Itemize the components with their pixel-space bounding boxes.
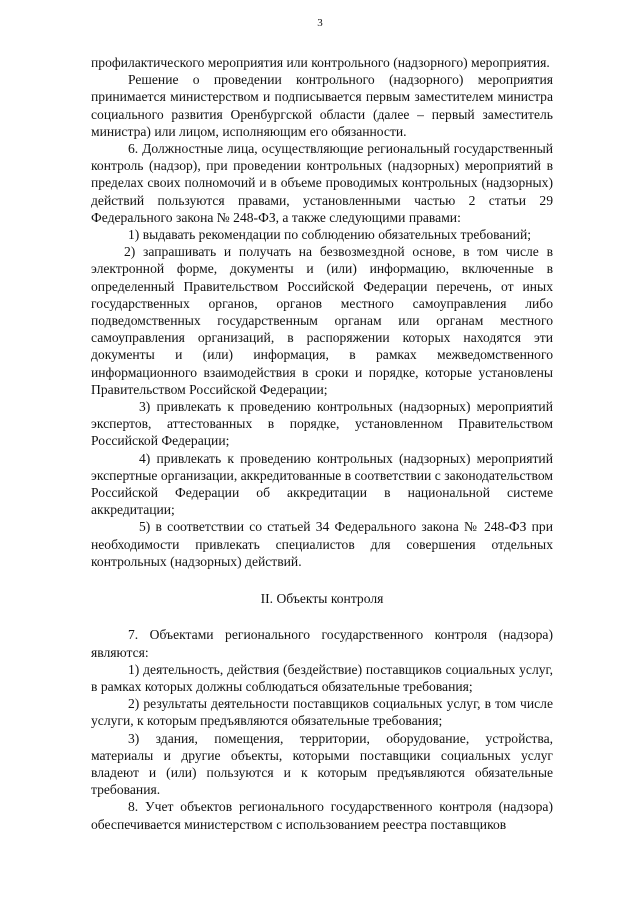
list-item-6-2: 2) запрашивать и получать на безвозмездной основе, в том числе в электронной форме, документы и (или) информацию, включенные в определенный Правительством Российской Федерации перечень, от иных государственных органов, органов местного самоуправления либо подведомственных государственным органам или органам местного самоуправления организаций, в распоряжении которых находятся эти документы и (или) информация, в рамках межведомственного информационного взаимодействия в сроки и порядке, которые установлены Правительством Российской Федерации; bbox=[91, 244, 553, 397]
page-number: 3 bbox=[317, 17, 323, 29]
paragraph-decision: Решение о проведении контрольного (надзорного) мероприятия принимается министерством и подписывается первым заместителем министра социального развития Оренбургской области (далее – первый заместитель министра) или лицом, исполняющим его обязанности. bbox=[91, 72, 553, 139]
list-item-6-5: 5) в соответствии со статьей 34 Федерального закона № 248-ФЗ при необходимости привлекать специалистов для совершения отдельных контрольных (надзорных) действий. bbox=[91, 519, 553, 569]
section-heading: II. Объекты контроля bbox=[260, 591, 384, 607]
paragraph-7-objects: 7. Объектами регионального государственного контроля (надзора) являются: bbox=[91, 627, 553, 660]
list-item-6-1: 1) выдавать рекомендации по соблюдению обязательных требований; bbox=[128, 227, 531, 243]
list-item-6-3: 3) привлекать к проведению контрольных (надзорных) мероприятий экспертов, аттестованных в порядке, установленном Правительством Российской Федерации; bbox=[91, 399, 553, 449]
paragraph-6-officials-rights: 6. Должностные лица, осуществляющие региональный государственный контроль (надзор), при проведении контрольных (надзорных) мероприятий в пределах своих полномочий и в объеме проводимых контрольных (надзорных) действий пользуются правами, установленными частью 2 статьи 29 Федерального закона № 248-ФЗ, а также следующими правами: bbox=[91, 141, 553, 225]
list-item-6-4: 4) привлекать к проведению контрольных (надзорных) мероприятий экспертные организации, аккредитованные в соответствии с законодательством Российской Федерации об аккредитации в национальной системе аккредитации; bbox=[91, 450, 553, 518]
list-item-7-2: 2) результаты деятельности поставщиков социальных услуг, в том числе услуги, к которым предъявляются обязательные требования; bbox=[91, 696, 553, 729]
document-body bbox=[91, 54, 553, 833]
paragraph-8-accounting: 8. Учет объектов регионального государственного контроля (надзора) обеспечивается министерством с использованием реестра поставщиков bbox=[91, 799, 553, 832]
paragraph-continuation: профилактического мероприятия или контрольного (надзорного) мероприятия. bbox=[91, 55, 550, 70]
list-item-7-1: 1) деятельность, действия (бездействие) поставщиков социальных услуг, в рамках которых должны соблюдаться обязательные требования; bbox=[91, 661, 553, 694]
list-item-7-3: 3) здания, помещения, территории, оборудование, устройства, материалы и другие объекты, которыми поставщики социальных услуг владеют и (или) пользуются и к которым предъявляются обязательные требования. bbox=[91, 730, 553, 798]
